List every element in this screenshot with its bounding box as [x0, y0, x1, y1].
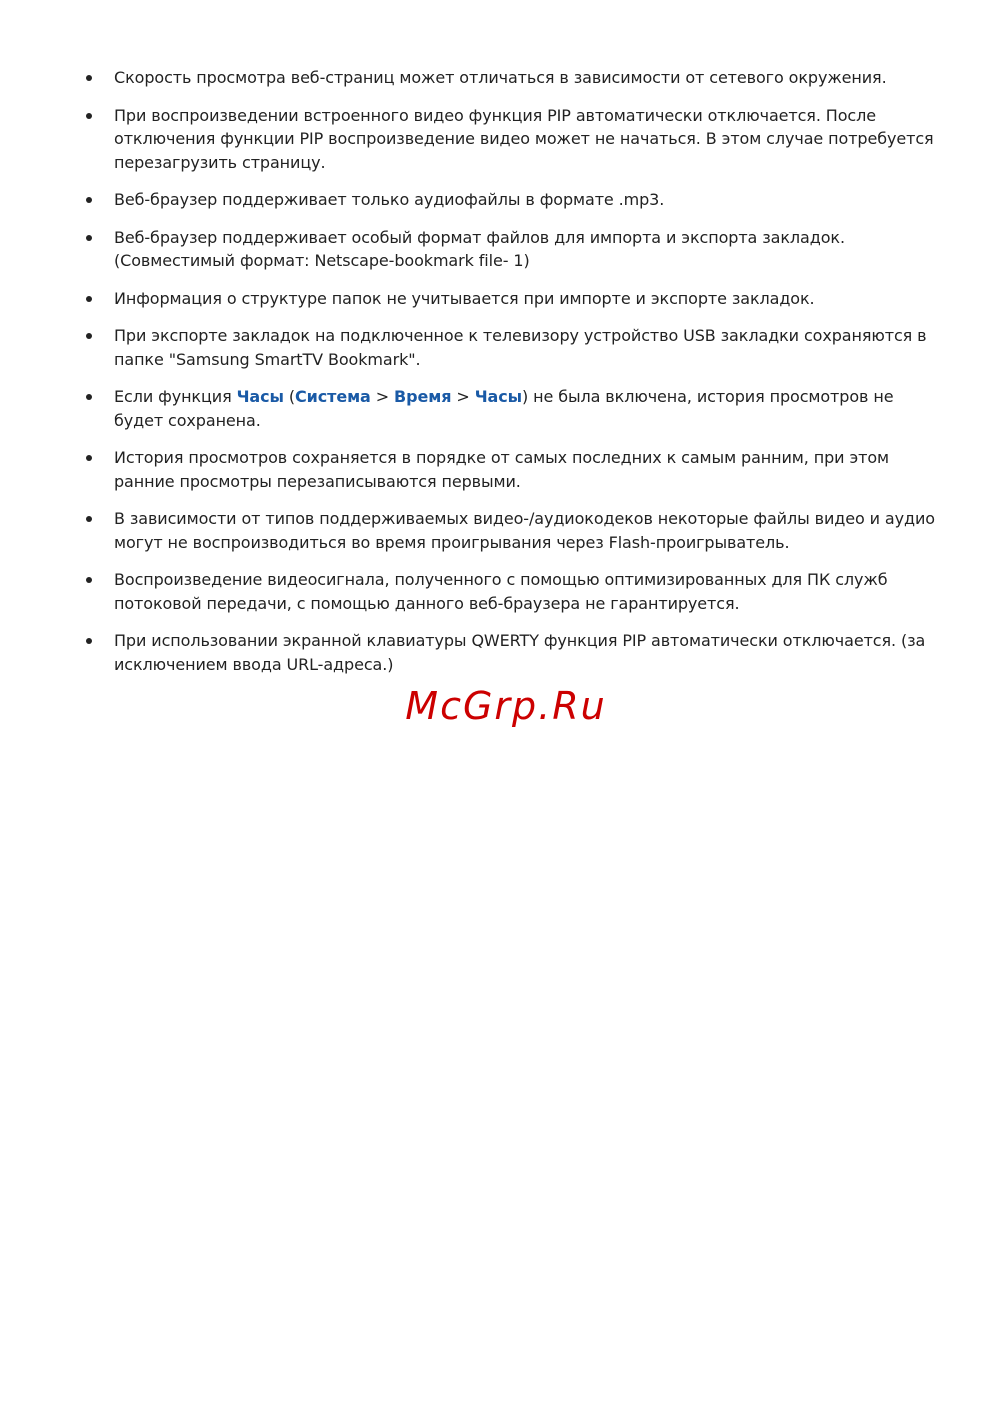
- list-item-text: При экспорте закладок на подключенное к телевизору устройство USB закладки сохраняются в папке "Samsung SmartTV Bookmark".: [114, 326, 927, 369]
- list-item-text: Воспроизведение видеосигнала, полученного с помощью оптимизированных для ПК служб потоковой передачи, с помощью данного веб-браузера не гарантируется.: [114, 570, 888, 613]
- bullet-icon: [86, 75, 92, 81]
- list-item: [82, 66, 942, 90]
- menu-link-time: Время: [394, 387, 452, 406]
- list-item: [82, 104, 942, 175]
- list-item-text: Веб-браузер поддерживает особый формат файлов для импорта и экспорта закладок. (Совместимый формат: Netscape-bookmark file- 1): [114, 227, 845, 270]
- list-item: [82, 507, 942, 554]
- list-item-text: В зависимости от типов поддерживаемых видео-/аудиокодеков некоторые файлы видео и аудио могут не воспроизводиться во время проигрывания через Flash-проигрыватель.: [114, 509, 935, 552]
- bullet-icon: [86, 333, 92, 339]
- list-item: [82, 226, 942, 273]
- list-item: [82, 287, 942, 311]
- list-item-text-prefix: Если функция: [114, 387, 237, 406]
- bullet-icon: [86, 235, 92, 241]
- menu-link-clock-sub: Часы: [474, 387, 522, 406]
- bullet-icon: [86, 516, 92, 522]
- bullet-icon: [86, 638, 92, 644]
- path-separator: >: [370, 387, 395, 406]
- watermark-text: McGrp.Ru: [405, 684, 607, 728]
- bullet-icon: [86, 197, 92, 203]
- list-item: [82, 568, 942, 615]
- list-item-text: При использовании экранной клавиатуры QWERTY функция PIP автоматически отключается. (за исключением ввода URL-адреса.): [114, 631, 926, 674]
- menu-link-system: Система: [295, 387, 371, 406]
- list-item-text: История просмотров сохраняется в порядке от самых последних к самым ранним, при этом ранние просмотры перезаписываются первыми.: [114, 448, 890, 491]
- list-item: [82, 446, 942, 493]
- list-item: [82, 188, 942, 212]
- list-item-text: Веб-браузер поддерживает только аудиофайлы в формате .mp3.: [114, 190, 665, 209]
- list-item: [82, 629, 942, 676]
- bullet-icon: [86, 113, 92, 119]
- list-item-text-suffix: ) не была включена, история просмотров не будет сохранена.: [114, 387, 894, 430]
- bullet-icon: [86, 577, 92, 583]
- list-item-text: Информация о структуре папок не учитывается при импорте и экспорте закладок.: [114, 288, 815, 308]
- bullet-icon: [86, 296, 92, 302]
- bullet-icon: [86, 394, 92, 400]
- list-item-text: Скорость просмотра веб-страниц может отличаться в зависимости от сетевого окружения.: [114, 68, 887, 87]
- bullet-icon: [86, 455, 92, 461]
- paren-open: (: [283, 387, 296, 406]
- menu-link-clock: Часы: [236, 387, 284, 406]
- list-item-clock-note: [82, 385, 942, 432]
- notes-list: [82, 66, 942, 690]
- list-item-text: При воспроизведении встроенного видео функция PIP автоматически отключается. После отключения функции PIP воспроизведение видео может не начаться. В этом случае потребуется перезагрузить страницу.: [114, 105, 934, 172]
- path-separator: >: [451, 387, 475, 406]
- list-item: [82, 324, 942, 371]
